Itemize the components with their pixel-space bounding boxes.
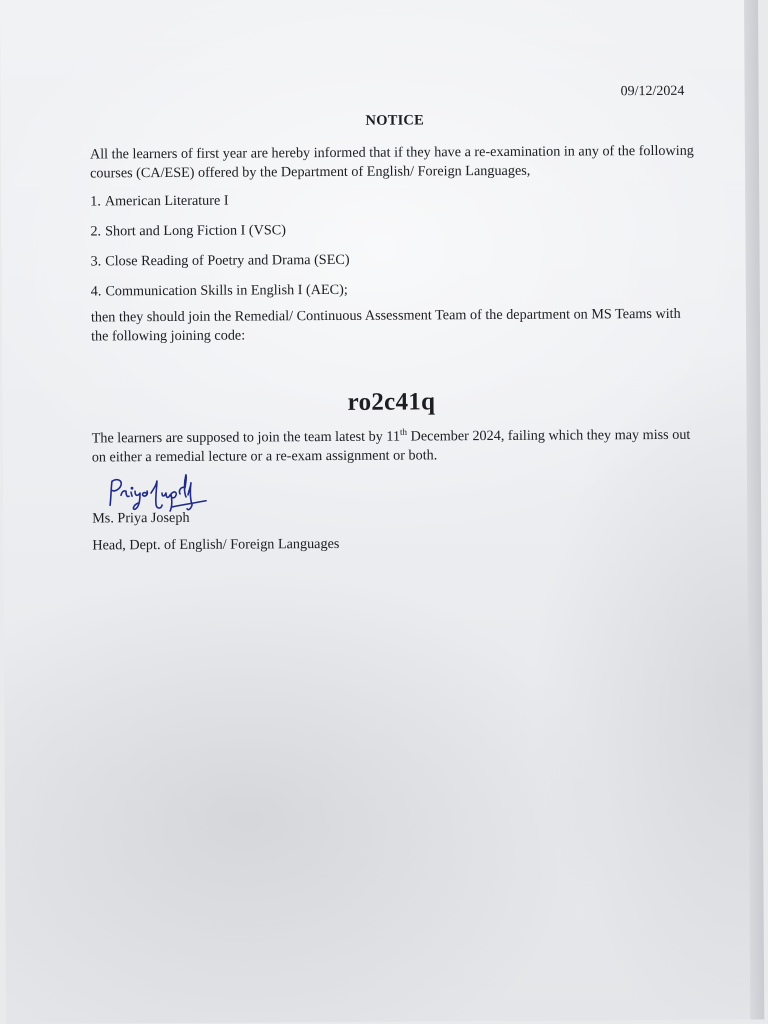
deadline-text-before: The learners are supposed to join the team latest by 11: [91, 428, 401, 447]
deadline-ordinal-suffix: th: [399, 426, 408, 437]
course-number: 3.: [90, 253, 102, 270]
course-number: 1.: [90, 193, 101, 210]
instruction-paragraph: then they should join the Remedial/ Continuous Assessment Team of the department on MS Teams with the following joining code:: [90, 305, 681, 345]
course-item-1: [90, 192, 228, 212]
course-number: 2.: [90, 223, 102, 240]
deadline-text-after: December 2024, failing which they may miss out on either a remedial lecture or a re-exam assignment or both.: [91, 426, 691, 466]
notice-heading: NOTICE: [365, 112, 424, 129]
course-item-2: [90, 221, 286, 241]
signatory-name: Ms. Priya Joseph: [92, 509, 190, 527]
joining-code: ro2c41q: [347, 388, 436, 416]
course-item-4: [91, 281, 348, 302]
course-title: Short and Long Fiction I (VSC): [105, 222, 286, 240]
signatory-title: Head, Dept. of English/ Foreign Languages: [92, 535, 340, 554]
course-title: American Literature I: [104, 192, 229, 210]
course-title: Close Reading of Poetry and Drama (SEC): [105, 251, 350, 270]
deadline-paragraph: [92, 426, 702, 468]
course-title: Communication Skills in English I (AEC);: [105, 281, 348, 300]
intro-paragraph: All the learners of first year are hereby informed that if they have a re-examination in any of the following courses (CA/ESE) offered by the Department of English/ Foreign Languages,: [89, 142, 694, 182]
paper-edge: [744, 0, 764, 1019]
course-item-3: [91, 251, 350, 272]
course-number: 4.: [90, 283, 102, 300]
notice-date: 09/12/2024: [620, 83, 685, 100]
